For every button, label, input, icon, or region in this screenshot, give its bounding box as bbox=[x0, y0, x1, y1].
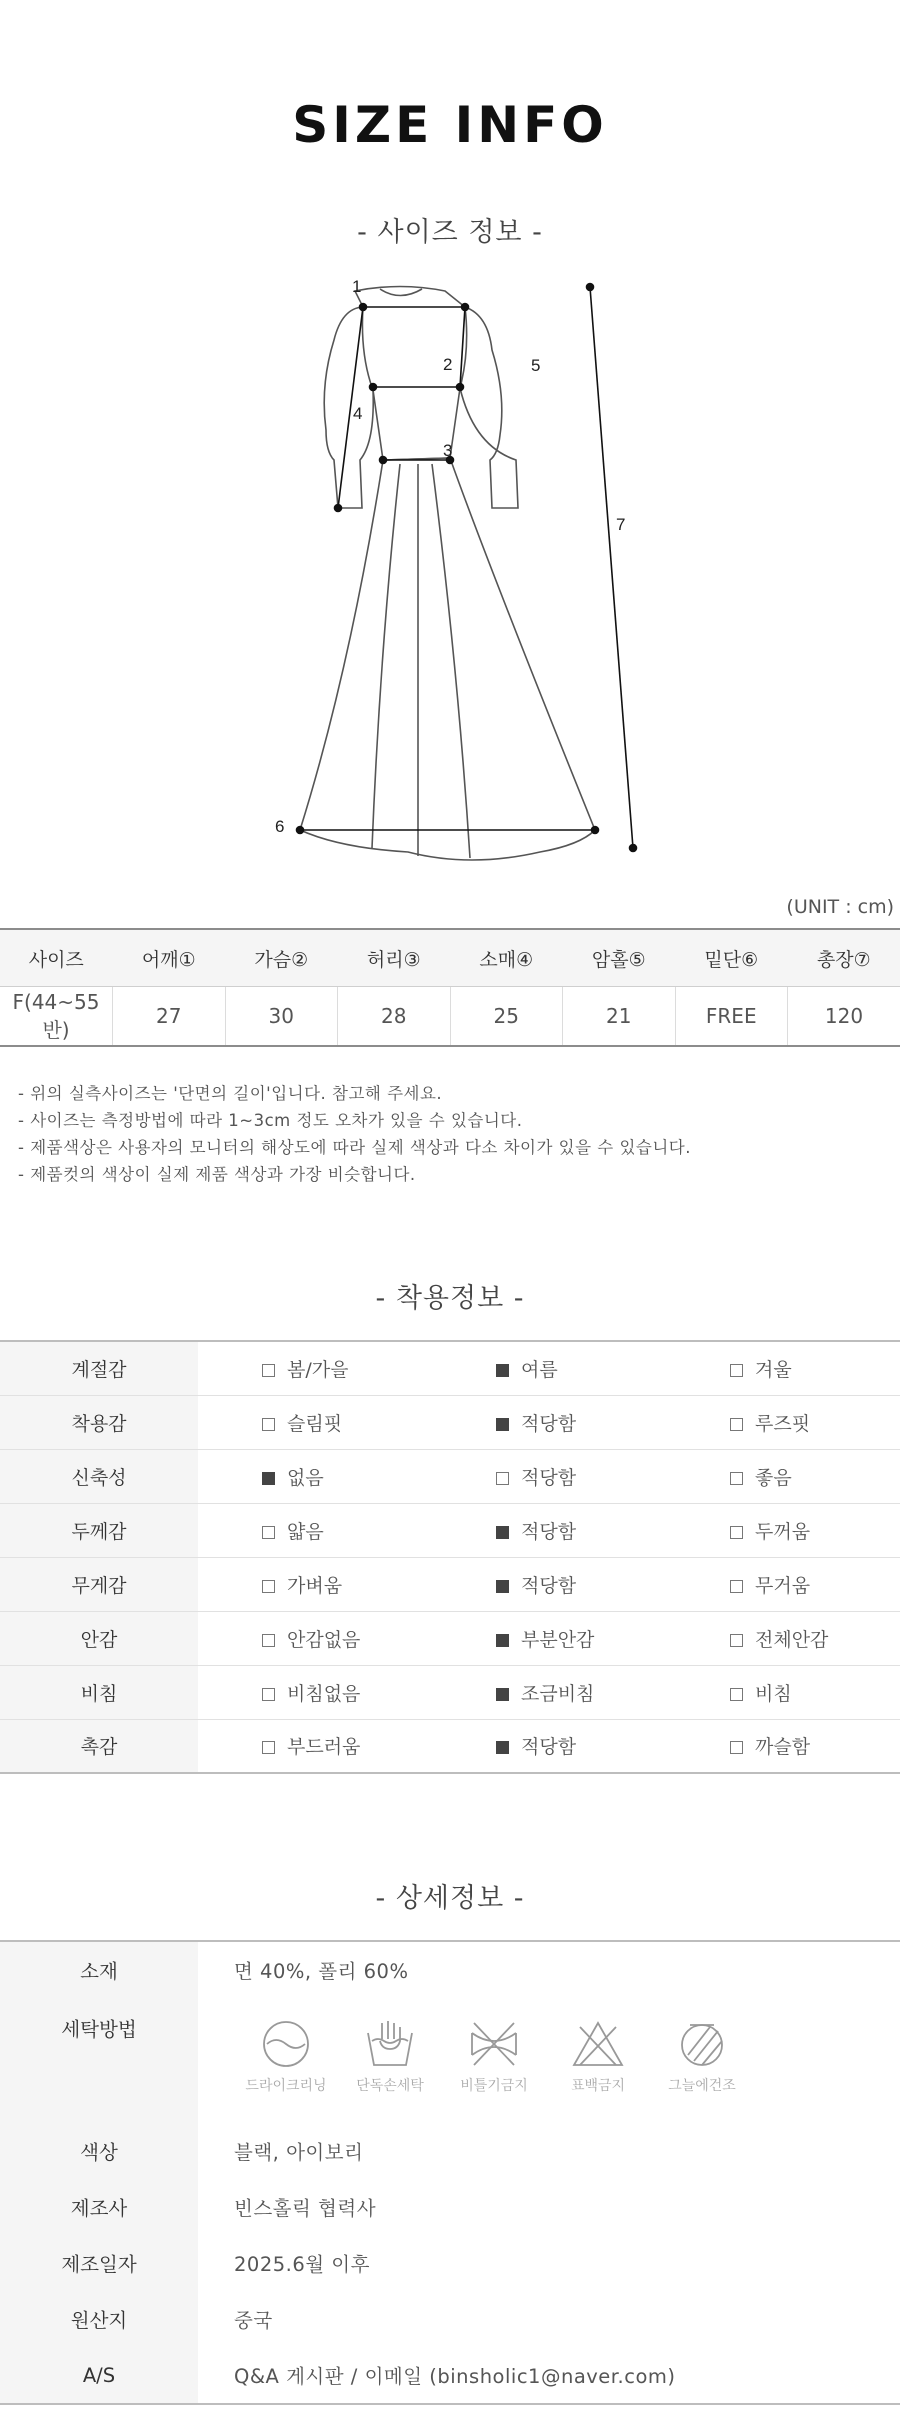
unchecked-box-icon bbox=[730, 1580, 743, 1593]
right-sleeve bbox=[460, 307, 518, 508]
fit-option-label: 안감없음 bbox=[287, 1628, 361, 1651]
fit-option bbox=[432, 1341, 666, 1395]
diagram-number-2: 2 bbox=[443, 355, 453, 374]
fit-option-label: 조금비침 bbox=[521, 1682, 595, 1705]
detail-label: 제조사 bbox=[0, 2179, 198, 2235]
wash-label: 표백금지 bbox=[570, 2078, 626, 2094]
detail-row-date bbox=[0, 2235, 900, 2291]
checked-box-icon bbox=[496, 1634, 509, 1647]
origin-value: 중국 bbox=[234, 2309, 273, 2332]
fit-option-label: 까슬함 bbox=[755, 1736, 811, 1759]
skirt-fold bbox=[432, 464, 470, 858]
fit-label: 안감 bbox=[0, 1611, 198, 1665]
size-cell: 25 bbox=[450, 987, 563, 1047]
fit-option-label: 두꺼움 bbox=[755, 1520, 811, 1543]
shade-dry-icon bbox=[674, 2019, 730, 2069]
dress-measurement-diagram bbox=[260, 270, 660, 870]
fit-option bbox=[666, 1611, 900, 1665]
fit-option-label: 적당함 bbox=[521, 1574, 577, 1597]
fit-option-label: 얇음 bbox=[287, 1520, 324, 1543]
as-value: Q&A 게시판 / 이메일 (binsholic1@naver.com) bbox=[198, 2347, 900, 2404]
fit-option-label: 없음 bbox=[287, 1466, 324, 1489]
fit-option bbox=[432, 1665, 666, 1719]
fit-option bbox=[666, 1449, 900, 1503]
fit-option bbox=[432, 1503, 666, 1557]
table-row bbox=[0, 987, 900, 1047]
unchecked-box-icon bbox=[262, 1526, 275, 1539]
size-header: 소매④ bbox=[450, 929, 563, 987]
wash-label: 그늘에건조 bbox=[668, 2078, 736, 2094]
size-header: 밑단⑥ bbox=[675, 929, 788, 987]
wash-item bbox=[442, 2019, 546, 2095]
checked-box-icon bbox=[496, 1580, 509, 1593]
wash-item bbox=[234, 2019, 338, 2095]
unchecked-box-icon bbox=[730, 1364, 743, 1377]
unit-label: (UNIT : cm) bbox=[786, 896, 894, 918]
size-info-subtitle: - 사이즈 정보 - bbox=[357, 217, 543, 248]
fit-info-subtitle: - 착용정보 - bbox=[375, 1283, 525, 1314]
fit-option-label: 가벼움 bbox=[287, 1574, 343, 1597]
fit-option-label: 슬림핏 bbox=[287, 1412, 343, 1435]
size-table bbox=[0, 928, 900, 1047]
fit-option bbox=[432, 1719, 666, 1773]
checked-box-icon bbox=[496, 1741, 509, 1754]
fit-row bbox=[0, 1719, 900, 1773]
detail-label: 제조일자 bbox=[0, 2235, 198, 2291]
fit-row bbox=[0, 1449, 900, 1503]
unchecked-box-icon bbox=[496, 1472, 509, 1485]
wash-label: 비틀기금지 bbox=[460, 2078, 528, 2094]
detail-row-wash bbox=[0, 1998, 900, 2123]
fit-option-label: 적당함 bbox=[521, 1412, 577, 1435]
detail-label: 세탁방법 bbox=[0, 1998, 198, 2123]
detail-row-origin bbox=[0, 2291, 900, 2347]
note-line: - 위의 실측사이즈는 '단면의 길이'입니다. 참고해 주세요. bbox=[18, 1084, 443, 1103]
maker-value: 빈스홀릭 협력사 bbox=[234, 2197, 377, 2220]
checked-box-icon bbox=[496, 1418, 509, 1431]
fit-option-label: 무거움 bbox=[755, 1574, 811, 1597]
measure-length bbox=[590, 287, 633, 848]
note-line: - 사이즈는 측정방법에 따라 1~3cm 정도 오차가 있을 수 있습니다. bbox=[18, 1111, 523, 1130]
detail-row-material bbox=[0, 1941, 900, 1998]
size-cell: 28 bbox=[338, 987, 451, 1047]
fit-option bbox=[666, 1557, 900, 1611]
wash-label: 드라이크리닝 bbox=[245, 2078, 327, 2094]
wash-item bbox=[546, 2019, 650, 2095]
diagram-number-4: 4 bbox=[353, 404, 363, 423]
size-cell: 30 bbox=[225, 987, 338, 1047]
checked-box-icon bbox=[496, 1688, 509, 1701]
dry-clean-icon bbox=[258, 2019, 314, 2069]
date-value: 2025.6월 이후 bbox=[234, 2253, 370, 2276]
detail-label: 색상 bbox=[0, 2123, 198, 2179]
fit-row bbox=[0, 1611, 900, 1665]
fit-option-label: 좋음 bbox=[755, 1466, 792, 1489]
no-bleach-icon bbox=[570, 2019, 626, 2069]
unchecked-box-icon bbox=[262, 1580, 275, 1593]
dress-neckline bbox=[380, 289, 422, 296]
fit-info-table bbox=[0, 1340, 900, 1774]
size-table-header-row bbox=[0, 929, 900, 987]
size-cell: F(44~55반) bbox=[0, 987, 113, 1047]
note-line: - 제품컷의 색상이 실제 제품 색상과 가장 비슷합니다. bbox=[18, 1165, 416, 1184]
material-value: 면 40%, 폴리 60% bbox=[198, 1941, 900, 1998]
dress-skirt bbox=[300, 458, 595, 860]
fit-option-label: 비침없음 bbox=[287, 1682, 361, 1705]
fit-option-label: 봄/가을 bbox=[287, 1358, 349, 1381]
fit-option bbox=[666, 1719, 900, 1773]
fit-label: 신축성 bbox=[0, 1449, 198, 1503]
diagram-number-1: 1 bbox=[352, 277, 362, 296]
fit-option bbox=[198, 1719, 432, 1773]
fit-row bbox=[0, 1557, 900, 1611]
fit-option bbox=[432, 1395, 666, 1449]
fit-option-label: 전체안감 bbox=[755, 1628, 829, 1651]
fit-label: 무게감 bbox=[0, 1557, 198, 1611]
fit-option-label: 루즈핏 bbox=[755, 1412, 811, 1435]
wash-label: 단독손세탁 bbox=[356, 2078, 424, 2094]
size-header: 암홀⑤ bbox=[563, 929, 676, 987]
unchecked-box-icon bbox=[262, 1634, 275, 1647]
fit-row bbox=[0, 1503, 900, 1557]
detail-label: 원산지 bbox=[0, 2291, 198, 2347]
no-twist-icon bbox=[466, 2019, 522, 2069]
fit-label: 계절감 bbox=[0, 1341, 198, 1395]
fit-option bbox=[198, 1557, 432, 1611]
fit-option bbox=[432, 1449, 666, 1503]
fit-option bbox=[666, 1395, 900, 1449]
fit-option bbox=[198, 1341, 432, 1395]
diagram-number-5: 5 bbox=[531, 356, 541, 375]
detail-row-as bbox=[0, 2347, 900, 2404]
diagram-number-6: 6 bbox=[275, 817, 285, 836]
unchecked-box-icon bbox=[730, 1741, 743, 1754]
fit-option bbox=[432, 1557, 666, 1611]
detail-label: 소재 bbox=[0, 1941, 198, 1998]
detail-row-color bbox=[0, 2123, 900, 2179]
hand-wash-icon bbox=[362, 2019, 418, 2069]
fit-option bbox=[198, 1395, 432, 1449]
fit-row bbox=[0, 1665, 900, 1719]
unchecked-box-icon bbox=[730, 1634, 743, 1647]
fit-option bbox=[666, 1665, 900, 1719]
detail-info-subtitle: - 상세정보 - bbox=[375, 1883, 525, 1914]
unchecked-box-icon bbox=[730, 1526, 743, 1539]
wash-item bbox=[338, 2019, 442, 2095]
fit-option-label: 적당함 bbox=[521, 1520, 577, 1543]
fit-option bbox=[198, 1503, 432, 1557]
fit-label: 착용감 bbox=[0, 1395, 198, 1449]
unchecked-box-icon bbox=[730, 1688, 743, 1701]
fit-option-label: 부분안감 bbox=[521, 1628, 595, 1651]
fit-row bbox=[0, 1341, 900, 1395]
fit-option bbox=[432, 1611, 666, 1665]
fit-label: 비침 bbox=[0, 1665, 198, 1719]
wash-icons bbox=[198, 1998, 900, 2123]
size-cell: 120 bbox=[788, 987, 900, 1047]
unchecked-box-icon bbox=[730, 1472, 743, 1485]
checked-box-icon bbox=[496, 1526, 509, 1539]
checked-box-icon bbox=[262, 1472, 275, 1485]
fit-label: 두께감 bbox=[0, 1503, 198, 1557]
fit-option-label: 여름 bbox=[521, 1358, 558, 1381]
unchecked-box-icon bbox=[262, 1364, 275, 1377]
fit-option bbox=[666, 1503, 900, 1557]
size-header: 사이즈 bbox=[0, 929, 113, 987]
diagram-number-3: 3 bbox=[443, 441, 453, 460]
left-sleeve bbox=[324, 307, 373, 508]
wash-item bbox=[650, 2019, 754, 2095]
fit-option bbox=[198, 1611, 432, 1665]
size-header: 가슴② bbox=[225, 929, 338, 987]
unchecked-box-icon bbox=[730, 1418, 743, 1431]
fit-option bbox=[198, 1665, 432, 1719]
size-header: 총장⑦ bbox=[788, 929, 900, 987]
detail-row-maker bbox=[0, 2179, 900, 2235]
diagram-number-7: 7 bbox=[616, 515, 626, 534]
skirt-fold bbox=[372, 464, 400, 848]
size-notes bbox=[18, 1080, 691, 1188]
page-title: SIZE INFO bbox=[292, 96, 608, 154]
size-cell: 21 bbox=[563, 987, 676, 1047]
fit-option-label: 적당함 bbox=[521, 1736, 577, 1759]
fit-option-label: 적당함 bbox=[521, 1466, 577, 1489]
detail-label: A/S bbox=[0, 2347, 198, 2404]
unchecked-box-icon bbox=[262, 1688, 275, 1701]
size-header: 허리③ bbox=[338, 929, 451, 987]
unchecked-box-icon bbox=[262, 1418, 275, 1431]
unchecked-box-icon bbox=[262, 1741, 275, 1754]
fit-option bbox=[198, 1449, 432, 1503]
fit-option-label: 겨울 bbox=[755, 1358, 792, 1381]
fit-row bbox=[0, 1395, 900, 1449]
checked-box-icon bbox=[496, 1364, 509, 1377]
color-value: 블랙, 아이보리 bbox=[234, 2141, 364, 2164]
fit-option-label: 비침 bbox=[755, 1682, 792, 1705]
note-line: - 제품색상은 사용자의 모니터의 해상도에 따라 실제 색상과 다소 차이가 있을 수 있습니다. bbox=[18, 1138, 691, 1157]
detail-info-table bbox=[0, 1940, 900, 2405]
size-cell: 27 bbox=[113, 987, 226, 1047]
fit-option bbox=[666, 1341, 900, 1395]
fit-option-label: 부드러움 bbox=[287, 1736, 361, 1759]
size-cell: FREE bbox=[675, 987, 788, 1047]
fit-label: 촉감 bbox=[0, 1719, 198, 1773]
size-header: 어깨① bbox=[113, 929, 226, 987]
